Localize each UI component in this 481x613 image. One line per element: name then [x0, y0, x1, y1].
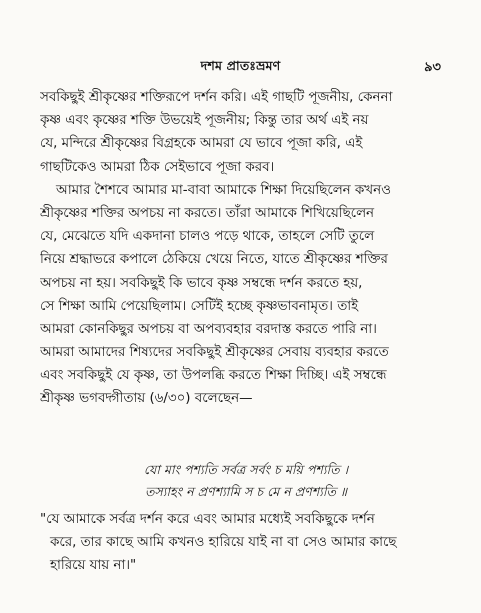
- translation-line: হারিয়ে যায় না।": [50, 558, 137, 574]
- paragraph-2-line: যে, মেঝেতে যদি একদানা চালও পড়ে থাকে, তাহলে সেটি তুলে: [40, 229, 375, 245]
- body-text: [40, 86, 452, 411]
- paragraph-2-line: অপচয় না হয়। সবকিছুই কি ভাবে কৃষ্ণ সম্বন্ধে দর্শন করতে হয়,: [40, 275, 363, 291]
- paragraph-1-line: সবকিছুই শ্রীকৃষ্ণের শক্তিরূপে দর্শন করি। এই গাছটি পূজনীয়, কেননা: [40, 90, 393, 105]
- paragraph-1-line: কৃষ্ণ এবং কৃষ্ণের শক্তি উভয়েই পূজনীয়; কিন্তু তার অর্থ এই নয়: [40, 113, 369, 129]
- translation-line: "যে আমাকে সর্বত্র দর্শন করে এবং আমার মধ্যেই সবকিছুকে দর্শন: [40, 512, 375, 527]
- paragraph-2-line: নিয়ে শ্রদ্ধাভরে কপালে ঠেকিয়ে খেয়ে নিতে, যাতে শ্রীকৃষ্ণের শক্তির: [40, 252, 388, 268]
- page-header: [40, 58, 441, 80]
- paragraph-2-line: শ্রীকৃষ্ণ ভগবদ্গীতায় (৬/৩০) বলেছেন—: [40, 391, 253, 407]
- verse-line: তস্যাহং ন প্রণশ্যামি স চ মে ন প্রণশ্যতি ॥: [144, 484, 348, 499]
- verse-line: যো মাং পশ্যতি সর্বত্র সর্বং চ ময়ি পশ্যতি ।: [143, 462, 349, 477]
- paragraph-2-line: আমরা আমাদের শিষ্যদের সবকিছুই শ্রীকৃষ্ণের সেবায় ব্যবহার করতে: [40, 345, 389, 361]
- sanskrit-verse: [40, 459, 452, 503]
- paragraph-2-line: আমরা কোনকিছুর অপচয় বা অপব্যবহার বরদাস্ত করতে পারি না।: [40, 321, 377, 337]
- paragraph-1-line: গাছটিকেও আমরা ঠিক সেইভাবে পূজা করব।: [40, 159, 275, 175]
- translation-line: করে, তার কাছে আমি কখনও হারিয়ে যাই না বা সেও আমার কাছে: [50, 535, 397, 551]
- paragraph-2-line: এবং সবকিছুই যে কৃষ্ণ, তা উপলব্ধি করতে শিক্ষা দিচ্ছি। এই সম্বন্ধে: [40, 368, 387, 384]
- paragraph-2-line: শ্রীকৃষ্ণের শক্তির অপচয় না করতে। তাঁরা আমাকে শিখিয়েছিলেন: [40, 205, 375, 221]
- paragraph-2-line: আমার শৈশবে আমার মা-বাবা আমাকে শিক্ষা দিয়েছিলেন কখনও: [56, 182, 391, 198]
- verse-translation: [40, 508, 452, 578]
- paragraph-2-line: সে শিক্ষা আমি পেয়েছিলাম। সেটিই হচ্ছে কৃষ্ণভাবনামৃত। তাই: [40, 298, 359, 314]
- paragraph-1-line: যে, মন্দিরে শ্রীকৃষ্ণের বিগ্রহকে আমরা যে ভাবে পূজা করি, এই: [40, 136, 363, 152]
- running-title: দশম প্রাতঃভ্রমণ: [200, 58, 281, 73]
- page-number: ৯৩: [424, 60, 441, 75]
